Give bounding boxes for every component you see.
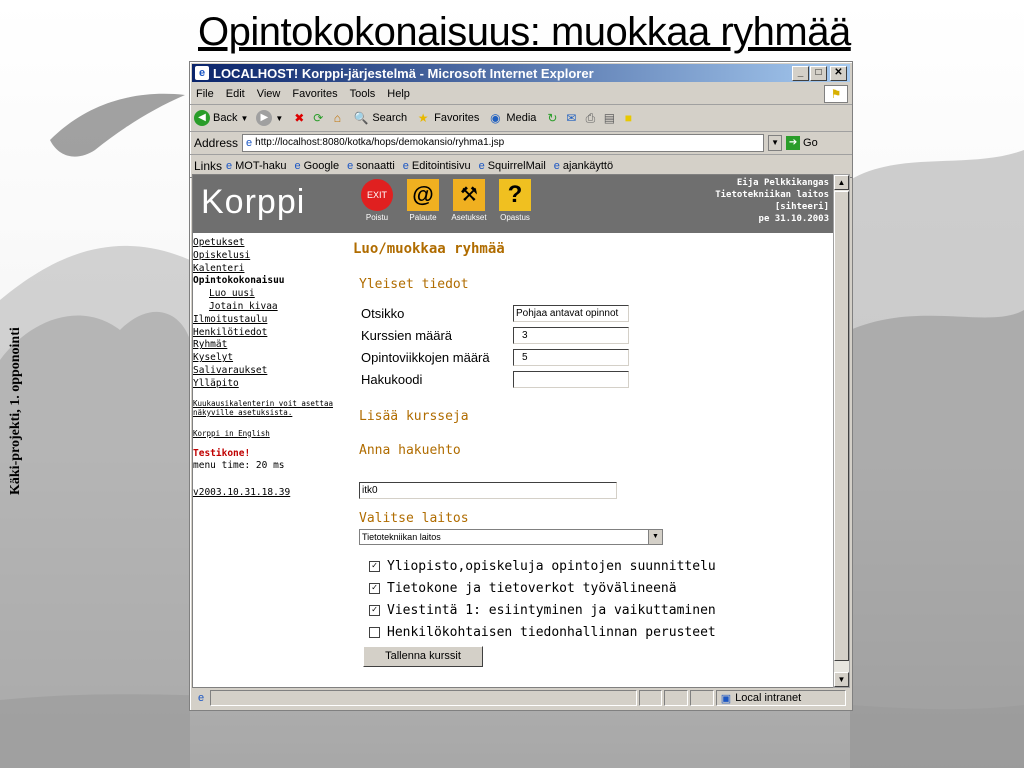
- link-google[interactable]: [295, 160, 340, 172]
- link-page-icon: e: [226, 160, 233, 172]
- field-label: Kurssien määrä: [361, 328, 453, 343]
- help-label: Opastus: [500, 213, 530, 222]
- maximize-button[interactable]: □: [810, 66, 827, 81]
- link-label: ajankäyttö: [562, 160, 614, 172]
- page-title: Luo/muokkaa ryhmää: [353, 241, 505, 257]
- course-count-input[interactable]: 3: [513, 327, 629, 344]
- favorites-button[interactable]: [415, 110, 479, 126]
- address-bar: [190, 132, 852, 155]
- intranet-icon: ▣: [720, 692, 732, 705]
- field-kurssien-maara: [361, 327, 629, 344]
- nav-opintokokonaisuu[interactable]: Opintokokonaisuu: [193, 275, 285, 287]
- department-select[interactable]: [359, 529, 663, 545]
- course-checkbox-3[interactable]: [369, 603, 716, 618]
- checkbox-box: ✓: [369, 583, 380, 594]
- nav-opiskelusi[interactable]: Opiskelusi: [193, 249, 251, 261]
- field-hakukoodi: [361, 371, 629, 388]
- messenger-icon[interactable]: ■: [624, 111, 633, 125]
- menu-edit[interactable]: Edit: [225, 88, 245, 100]
- link-page-icon: e: [553, 160, 560, 172]
- search-button[interactable]: [353, 110, 407, 126]
- status-cell: [690, 690, 714, 706]
- back-button[interactable]: ◀ Back ▼: [194, 110, 248, 126]
- menu-time: menu time: 20 ms: [193, 460, 285, 472]
- link-page-icon: e: [347, 160, 354, 172]
- scroll-thumb[interactable]: [834, 191, 849, 661]
- credits-input[interactable]: 5: [513, 349, 629, 366]
- link-ajankaytto[interactable]: [554, 160, 613, 172]
- minimize-button[interactable]: _: [792, 66, 809, 81]
- home-icon[interactable]: ⌂: [333, 111, 341, 125]
- nav-korppi-english[interactable]: Korppi in English: [193, 428, 270, 438]
- zone-cell: [716, 690, 846, 706]
- nav-ryhmat[interactable]: Ryhmät: [193, 339, 228, 351]
- vertical-scrollbar[interactable]: [833, 174, 850, 688]
- window-titlebar: [192, 64, 850, 82]
- save-courses-button[interactable]: Tallenna kurssit: [363, 646, 483, 667]
- at-icon: @: [407, 179, 439, 211]
- link-page-icon: e: [294, 160, 301, 172]
- address-value: http://localhost:8080/kotka/hops/demokansio/ryhma1.jsp: [255, 137, 505, 148]
- refresh-icon[interactable]: ⟳: [313, 111, 324, 125]
- search-icon: 🔍: [353, 111, 369, 125]
- department-selected: Tietotekniikan laitos: [362, 532, 441, 542]
- search-label: Search: [372, 112, 408, 124]
- korppi-header: [193, 175, 833, 233]
- field-opintoviikot: [361, 349, 629, 366]
- nav-kyselyt[interactable]: Kyselyt: [193, 352, 234, 364]
- course-label: Yliopisto,opiskeluja opintojen suunnittelu: [387, 559, 716, 574]
- address-dropdown-button[interactable]: ▼: [768, 135, 782, 151]
- link-label: MOT-haku: [235, 160, 287, 172]
- standard-toolbar: [190, 105, 852, 132]
- status-text-cell: [210, 690, 636, 706]
- add-courses-heading: Lisää kursseja: [359, 409, 469, 424]
- nav-henkilotiedot[interactable]: Henkilötiedot: [193, 326, 268, 338]
- link-label: Google: [303, 160, 340, 172]
- bird-illustration: [50, 94, 185, 157]
- nav-luo-uusi[interactable]: Luo uusi: [209, 288, 255, 300]
- link-label: sonaatti: [356, 160, 395, 172]
- checkbox-box: ✓: [369, 605, 380, 616]
- help-icon: ?: [499, 179, 531, 211]
- help-button[interactable]: [493, 179, 537, 222]
- go-button[interactable]: [786, 136, 818, 150]
- status-bar: [192, 689, 848, 707]
- slide-side-caption: Käki-projekti, 1. opponointi: [8, 327, 23, 495]
- feedback-label: Palaute: [409, 213, 437, 222]
- exit-label: Poistu: [365, 213, 389, 222]
- nav-ilmoitustaulu[interactable]: Ilmoitustaulu: [193, 313, 268, 325]
- favorites-label: Favorites: [434, 112, 480, 124]
- exit-button[interactable]: [355, 179, 399, 222]
- nav-salivaraukset[interactable]: Salivaraukset: [193, 364, 268, 376]
- test-server-label: Testikone!: [193, 447, 251, 459]
- menu-file[interactable]: File: [196, 88, 214, 100]
- course-checkbox-1[interactable]: [369, 559, 716, 574]
- ie-icon: e: [195, 66, 209, 80]
- page-viewport: [192, 174, 834, 688]
- nav-jotain-kivaa[interactable]: Jotain kivaa: [209, 300, 278, 312]
- nav-calendar-note-2[interactable]: näkyville asetuksista.: [193, 407, 293, 417]
- slide-title: Opintokokonaisuus: muokkaa ryhmää: [198, 10, 851, 54]
- mail-icon[interactable]: ✉: [566, 111, 577, 125]
- current-date: pe 31.10.2003: [758, 214, 829, 224]
- nav-kalenteri[interactable]: Kalenteri: [193, 262, 245, 274]
- department-heading: Valitse laitos: [359, 511, 469, 526]
- media-icon: ◉: [490, 111, 501, 125]
- user-name: Eija Pelkkikangas: [736, 178, 829, 188]
- menu-help[interactable]: Help: [387, 88, 410, 100]
- windows-logo-icon: ⚑: [824, 85, 848, 103]
- nav-yllapito[interactable]: Ylläpito: [193, 377, 239, 389]
- settings-label: Asetukset: [451, 213, 487, 222]
- korppi-logo[interactable]: Korppi: [201, 183, 306, 221]
- search-criteria-heading: Anna hakuehto: [359, 443, 461, 458]
- zone-label: Local intranet: [735, 692, 802, 704]
- user-role: [sihteeri]: [774, 202, 829, 212]
- print-icon[interactable]: ⎙: [585, 111, 596, 125]
- tools-icon: ⚒: [453, 179, 485, 211]
- link-label: SquirrelMail: [487, 160, 546, 172]
- link-page-icon: e: [478, 160, 485, 172]
- address-input[interactable]: [242, 134, 764, 152]
- go-label: Go: [803, 137, 818, 149]
- forward-button[interactable]: ▶ ▼: [256, 110, 283, 126]
- media-label: Media: [506, 112, 537, 124]
- checkbox-box: [369, 627, 380, 638]
- status-cell: [639, 690, 663, 706]
- link-page-icon: e: [402, 160, 409, 172]
- links-label: Links: [194, 159, 223, 173]
- course-checkbox-4[interactable]: [369, 625, 716, 640]
- link-label: Editointisivu: [411, 160, 471, 172]
- page-icon: e: [246, 137, 253, 149]
- browser-window: [189, 61, 853, 711]
- menu-bar: [190, 84, 852, 105]
- left-navigation: [193, 237, 353, 500]
- field-label: Hakukoodi: [361, 372, 423, 387]
- nav-calendar-note-1[interactable]: Kuukausikalenterin voit asettaa: [193, 398, 333, 408]
- general-section-heading: Yleiset tiedot: [359, 277, 469, 292]
- settings-button[interactable]: [447, 179, 491, 222]
- status-cell: [664, 690, 688, 706]
- forward-arrow-icon: ▶: [256, 110, 272, 126]
- menu-tools[interactable]: Tools: [349, 88, 376, 100]
- course-label: Henkilökohtaisen tiedonhallinnan perusteet: [387, 625, 716, 640]
- nav-opetukset[interactable]: Opetukset: [193, 237, 245, 248]
- field-label: Opintoviikkojen määrä: [361, 350, 490, 365]
- link-squirrelmail[interactable]: [479, 160, 546, 172]
- course-label: Tietokone ja tietoverkot työvälineenä: [387, 581, 677, 596]
- link-mot-haku[interactable]: [226, 160, 286, 172]
- user-info: [715, 177, 829, 225]
- course-checkbox-2[interactable]: [369, 581, 677, 596]
- scroll-down-arrow-icon[interactable]: ▼: [834, 672, 849, 687]
- link-sonaatti[interactable]: [347, 160, 395, 172]
- checkbox-box: ✓: [369, 561, 380, 572]
- search-criteria-input[interactable]: itk0: [359, 482, 617, 499]
- window-title: LOCALHOST! Korppi-järjestelmä - Microsoft Internet Explorer: [213, 65, 594, 81]
- edit-icon[interactable]: ▤: [603, 111, 616, 125]
- field-label: Otsikko: [361, 306, 405, 321]
- search-code-input[interactable]: [513, 371, 629, 388]
- link-editointisivu[interactable]: [403, 160, 471, 172]
- chevron-down-icon: ▼: [648, 530, 662, 544]
- scroll-up-arrow-icon[interactable]: ▲: [834, 175, 849, 190]
- exit-icon: EXIT: [361, 179, 393, 211]
- ie-page-icon: e: [198, 692, 205, 704]
- back-label: Back: [213, 112, 238, 124]
- menu-favorites[interactable]: Favorites: [292, 88, 338, 100]
- back-arrow-icon: ◀: [194, 110, 210, 126]
- menu-view[interactable]: View: [256, 88, 281, 100]
- history-icon[interactable]: ↻: [547, 111, 558, 125]
- course-label: Viestintä 1: esiintyminen ja vaikuttaminen: [387, 603, 716, 618]
- close-button[interactable]: ✕: [830, 66, 847, 81]
- favorites-star-icon: ★: [417, 111, 429, 125]
- address-label: Address: [194, 136, 239, 150]
- feedback-button[interactable]: [401, 179, 445, 222]
- go-arrow-icon: ➔: [786, 136, 800, 150]
- stop-icon[interactable]: ✖: [294, 111, 305, 125]
- field-otsikko: [361, 305, 629, 322]
- user-dept: Tietotekniikan laitos: [715, 190, 829, 200]
- media-button[interactable]: [487, 110, 536, 126]
- version-link[interactable]: v2003.10.31.18.39: [193, 487, 291, 499]
- title-input[interactable]: Pohjaa antavat opinnot: [513, 305, 629, 322]
